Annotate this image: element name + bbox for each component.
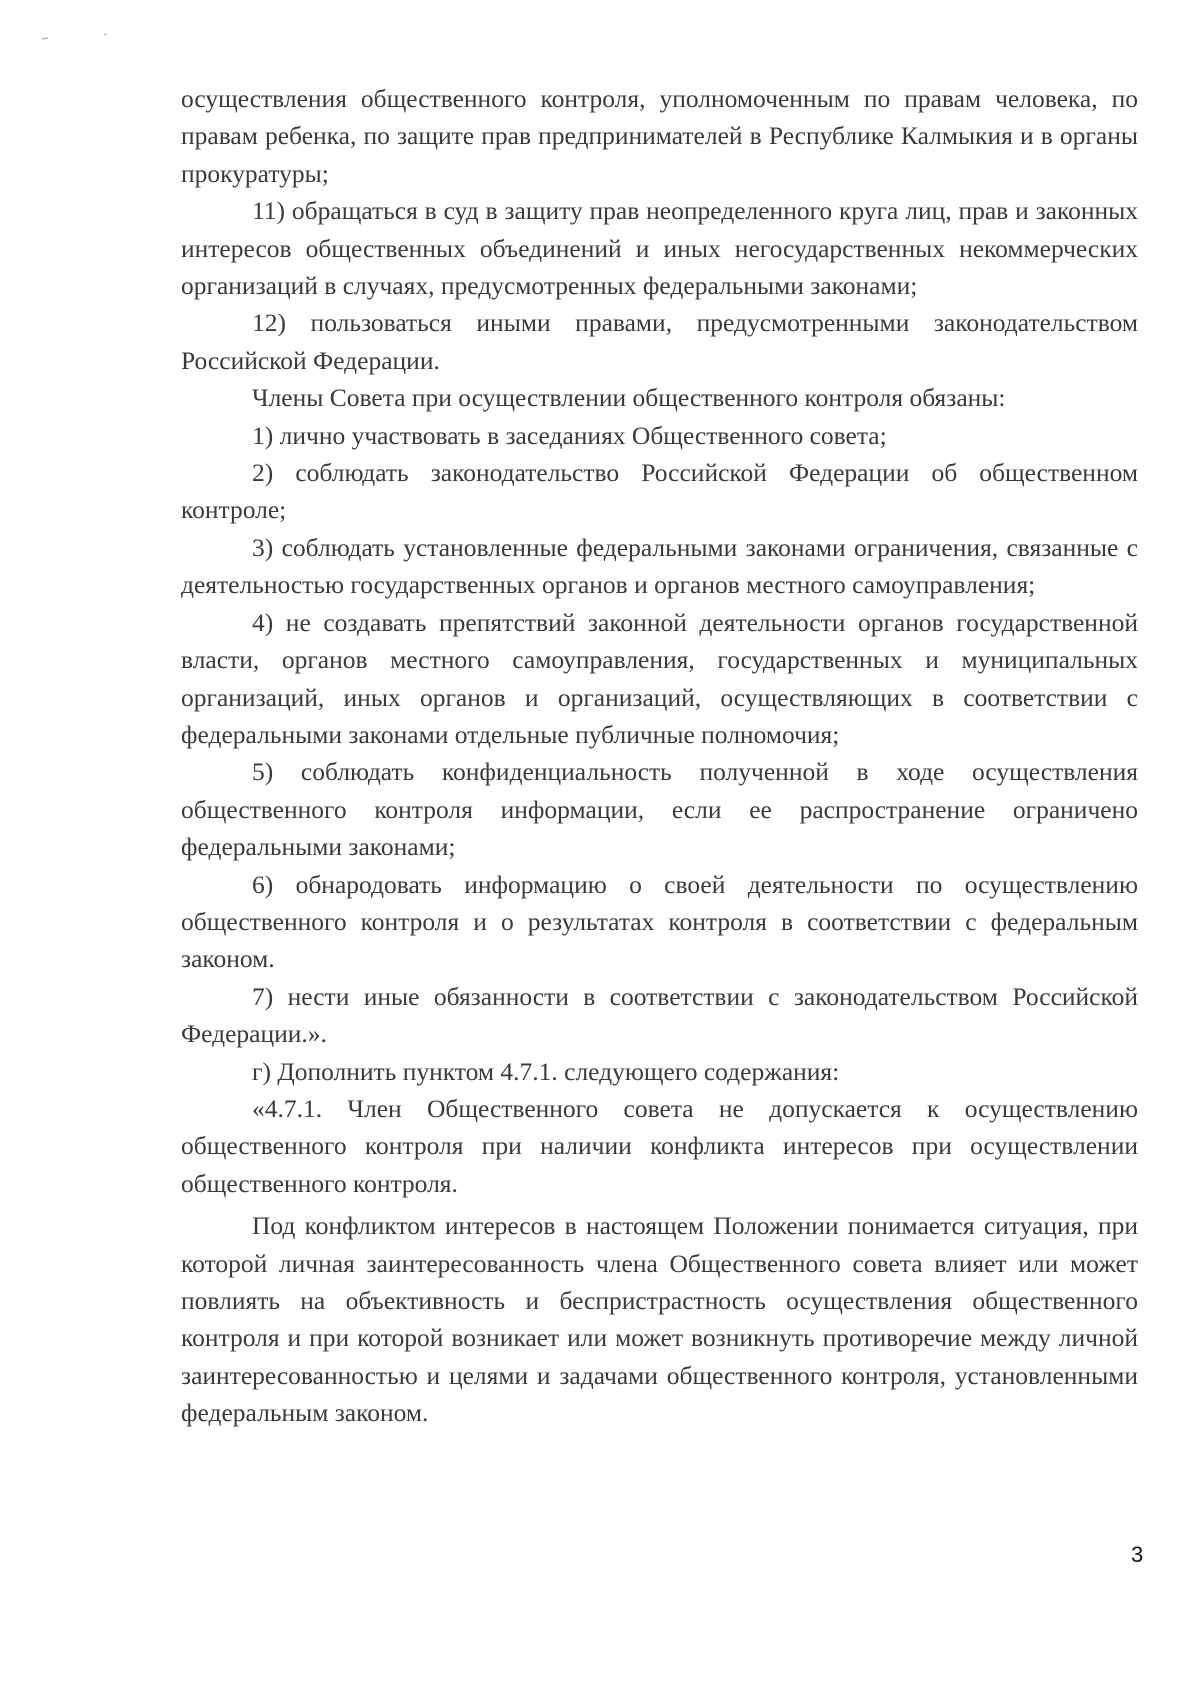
document-body bbox=[181, 80, 1138, 1432]
scan-artifact-marks bbox=[40, 30, 120, 44]
paragraph-duties-intro: Члены Совета при осуществлении общественного контроля обязаны: bbox=[252, 383, 1006, 413]
paragraph-item-12: 12) пользоваться иными правами, предусмотренными законодательством Российской Федерации. bbox=[181, 308, 1138, 375]
paragraph-duty-1: 1) лично участвовать в заседаниях Общественного совета; bbox=[252, 420, 887, 450]
paragraph-amendment-g: г) Дополнить пунктом 4.7.1. следующего содержания: bbox=[252, 1056, 840, 1086]
paragraph-continuation: осуществления общественного контроля, уполномоченным по правам человека, по правам ребенка, по защите прав предпринимателей в Республике Калмыкия и в органы прокуратуры; bbox=[181, 84, 1138, 188]
paragraph-conflict-definition: Под конфликтом интересов в настоящем Положении понимается ситуация, при которой личная заинтересованность члена Общественного совета влияет или может повлиять на объективность и беспристрастность осуществления общественного контроля и при которой возникает или может возникнуть противоречие между личной заинтересованностью и целями и задачами общественного контроля, установленными федеральным законом. bbox=[181, 1211, 1138, 1428]
page-number: 3 bbox=[1131, 1542, 1144, 1567]
paragraph-item-11: 11) обращаться в суд в защиту прав неопределенного круга лиц, прав и законных интересов общественных объединений и иных негосударственных некоммерческих организаций в случаях, предусмотренных федеральными законами; bbox=[181, 196, 1138, 301]
paragraph-duty-6: 6) обнародовать информацию о своей деятельности по осуществлению общественного контроля и о результатах контроля в соответствии с федеральным законом. bbox=[181, 869, 1138, 974]
paragraph-clause-4-7-1: «4.7.1. Член Общественного совета не допускается к осуществлению общественного контроля при наличии конфликта интересов при осуществлении общественного контроля. bbox=[181, 1093, 1138, 1198]
paragraph-duty-3: 3) соблюдать установленные федеральными законами ограничения, связанные с деятельностью государственных органов и органов местного самоуправления; bbox=[181, 532, 1138, 600]
paragraph-duty-4: 4) не создавать препятствий законной деятельности органов государственной власти, органов местного самоуправления, государственных и муниципальных организаций, иных органов и организаций, осуществляющих в соответствии с федеральными законами отдельные публичные полномочия; bbox=[181, 607, 1138, 749]
paragraph-duty-5: 5) соблюдать конфиденциальность полученной в ходе осуществления общественного контроля информации, если ее распространение ограничено федеральными законами; bbox=[181, 757, 1138, 862]
paragraph-duty-7: 7) нести иные обязанности в соответствии с законодательством Российской Федерации.». bbox=[181, 981, 1138, 1049]
paragraph-duty-2: 2) соблюдать законодательство Российской Федерации об общественном контроле; bbox=[181, 458, 1138, 525]
